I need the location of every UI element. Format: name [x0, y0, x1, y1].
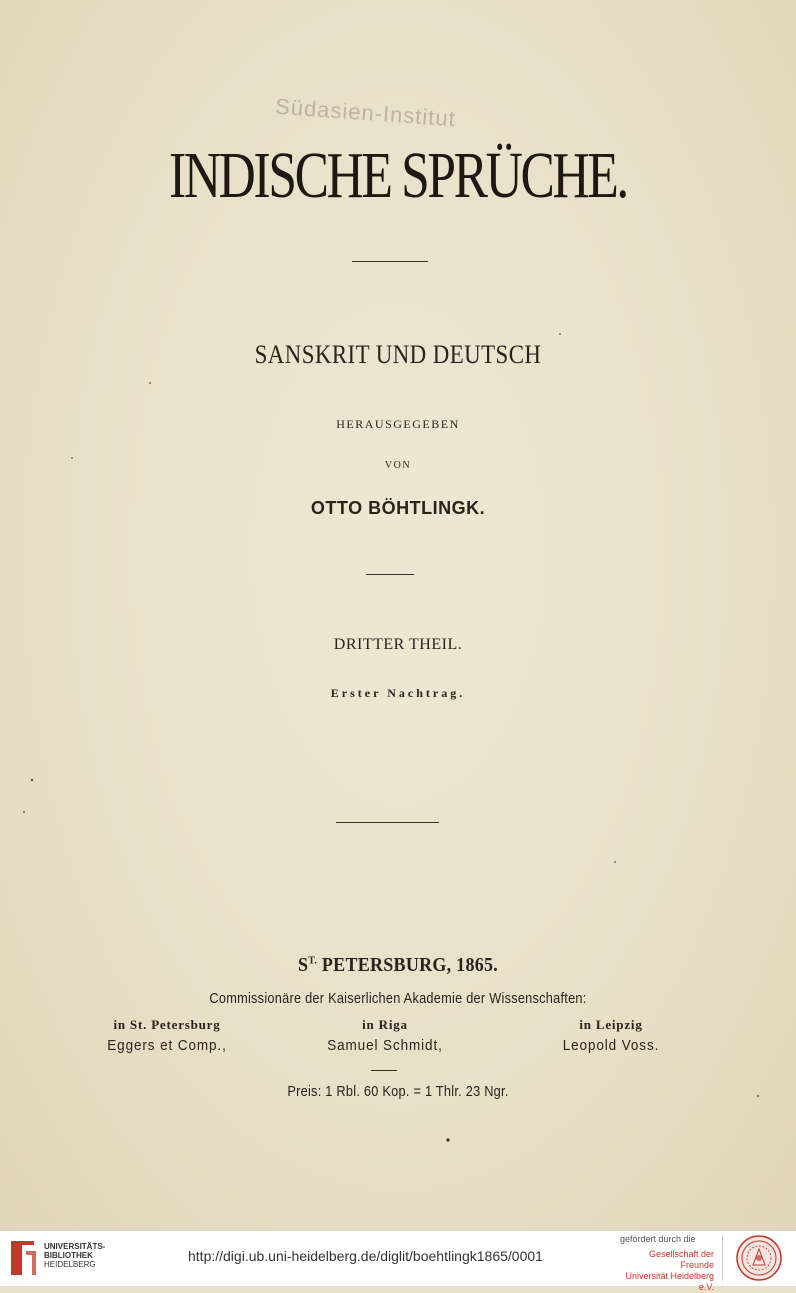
imprint-rule	[336, 822, 439, 823]
library-line-1: UNIVERSITÄTS-	[44, 1242, 106, 1251]
funded-by-label: gefördert durch die	[620, 1234, 696, 1244]
agent-place: in St. Petersburg	[113, 1017, 221, 1032]
price-rule	[371, 1070, 397, 1071]
library-stamp: Südasien-Institut	[274, 93, 457, 132]
university-seal-icon[interactable]	[736, 1235, 782, 1281]
library-line-3: HEIDELBERG	[44, 1260, 96, 1269]
imprint-city	[40, 954, 756, 977]
commission-line: Commissionäre der Kaiserlichen Akademie der Wissenschaften:	[209, 990, 587, 1007]
society-line-1: Gesellschaft der Freunde	[648, 1249, 714, 1270]
viewer-footer	[0, 1230, 796, 1292]
agent-riga	[270, 1017, 500, 1054]
agent-publisher: Leopold Voss.	[562, 1037, 660, 1054]
supplement-label: Erster Nachtrag.	[330, 686, 466, 700]
agent-place: in Leipzig	[579, 1017, 643, 1032]
permalink-url[interactable]: http://digi.ub.uni-heidelberg.de/diglit/boehtlingk1865/0001	[188, 1248, 543, 1264]
volume-part: DRITTER THEIL.	[333, 636, 463, 653]
book-subtitle: SANSKRIT UND DEUTSCH	[254, 340, 542, 369]
university-library-logo-icon[interactable]	[8, 1237, 40, 1279]
agent-leipzig	[496, 1017, 726, 1054]
city-prefix: S	[297, 954, 309, 976]
edited-label: HERAUSGEGEBEN	[336, 417, 460, 431]
by-label: VON	[384, 460, 412, 471]
author-rule	[366, 574, 414, 575]
agent-st-petersburg	[52, 1017, 282, 1054]
society-line-2: Universität Heidelberg e.V.	[625, 1271, 714, 1292]
author-name: OTTO BÖHTLINGK.	[310, 498, 486, 518]
agent-publisher: Samuel Schmidt,	[327, 1037, 443, 1054]
library-line-2: BIBLIOTHEK	[44, 1251, 93, 1260]
university-library-name[interactable]	[44, 1242, 105, 1269]
society-name[interactable]	[618, 1249, 714, 1293]
book-title: INDISCHE SPRÜCHE.	[169, 139, 627, 212]
price-line: Preis: 1 Rbl. 60 Kop. = 1 Thlr. 23 Ngr.	[287, 1083, 509, 1100]
agent-place: in Riga	[362, 1017, 408, 1032]
city-superscript: T.	[308, 954, 318, 967]
agent-publisher: Eggers et Comp.,	[107, 1037, 227, 1054]
city-name: PETERSBURG, 1865.	[317, 954, 499, 976]
footer-divider	[722, 1235, 723, 1281]
title-rule	[352, 261, 428, 262]
